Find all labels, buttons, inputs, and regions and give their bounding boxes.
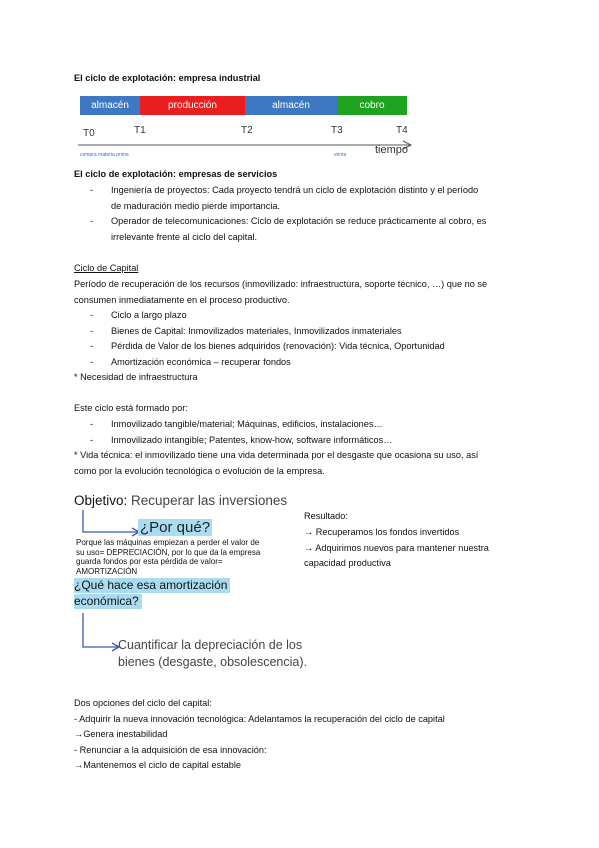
list-item: Amortización económica – recuperar fondos (111, 356, 291, 367)
porque-answer-line: Porque las máquinas empiezan a perder el valor de (76, 538, 260, 547)
list-item: Ingeniería de proyectos: Cada proyecto tendrá un ciclo de explotación distinto y el período (111, 185, 479, 195)
timeline-segment-almacen-2: almacén (245, 96, 337, 115)
section-heading-industrial: El ciclo de explotación: empresa industrial (74, 73, 261, 83)
tick-t3: T3 (331, 125, 343, 136)
note-infraestructura: * Necesidad de infraestructura (74, 372, 198, 382)
timeline-axis (78, 140, 418, 152)
timeline-segment-produccion: producción (140, 96, 245, 115)
que-question-cont: económica? (74, 594, 142, 609)
objetivo-label: Objetivo: (74, 493, 128, 508)
diagram-arrow-1 (80, 510, 145, 540)
tick-t2: T2 (241, 125, 253, 136)
axis-label-tiempo: tiempo (375, 144, 409, 156)
list-item: Operador de telecomunicaciones: Ciclo de explotación se reduce prácticamente al cobro, es (111, 216, 487, 226)
tick-t1: T1 (134, 125, 146, 136)
section-heading-servicios: El ciclo de explotación: empresas de servicios (74, 169, 278, 179)
capital-definition: Período de recuperación de los recursos (inmovilizado: infraestructura, soporte técnico, …) que no se (74, 279, 488, 289)
section-heading-capital: Ciclo de Capital (74, 263, 139, 273)
timeline-segment-cobro: cobro (337, 96, 407, 115)
resultado-2-cont: capacidad productiva (304, 558, 391, 568)
resultado-2: → Adquirimos nuevos para mantener nuestra (304, 542, 489, 553)
list-item: Inmovilizado tangible/material; Máquinas, edificios, instalaciones… (111, 419, 383, 429)
objetivo-text: Recuperar las inversiones (131, 493, 288, 508)
que-question-part: ¿Qué hace esa (74, 578, 160, 592)
porque-answer-line: guarda fondos por esta pérdida de valor= (76, 557, 223, 566)
note-vida-tecnica: * Vida técnica: el inmovilizado tiene una vida determinada por el desgaste que ocasiona su uso, así (74, 450, 479, 460)
dos-opciones-heading: Dos opciones del ciclo del capital: (74, 698, 212, 708)
porque-answer (76, 538, 260, 576)
timeline-segment-almacen-1: almacén (80, 96, 140, 115)
timeline-note-venta: venta (334, 152, 347, 158)
porque-answer-line: AMORTIZACIÓN (76, 566, 138, 576)
que-question (74, 578, 230, 593)
objetivo-line (74, 493, 287, 508)
opcion-1: - Adquirir la nueva innovación tecnológica: Adelantamos la recuperación del ciclo de capital (74, 713, 445, 724)
resultado-heading: Resultado: (304, 511, 348, 521)
timeline-note-compra: compra materia prima (80, 152, 129, 158)
note-vida-tecnica-cont: como por la evolución tecnológica o evolución de la empresa. (74, 465, 325, 476)
list-item: Ciclo a largo plazo (111, 310, 187, 320)
list-item-cont: irrelevante frente al ciclo del capital. (111, 231, 258, 242)
formado-intro: Este ciclo está formado por: (74, 403, 188, 413)
list-item-cont: de maduración medio pierde importancia. (111, 200, 281, 211)
tick-t0: T0 (83, 128, 95, 139)
services-list: - Ingeniería de proyectos: Cada proyecto tendrá un ciclo de explotación distinto y el período de maduración medio pierde importancia. - Operador de telecomunicaciones: Ciclo de explotación se reduce prácticamente al cobro, es irrelevante frente al ciclo del capital. (0, 183, 599, 245)
cuantificar-text: Cuantificar la depreciación de los (118, 638, 303, 652)
capital-definition-cont: consumen inmediatamente en el proceso productivo. (74, 294, 290, 305)
opcion-1-result: →Genera inestabilidad (74, 729, 168, 739)
list-item: Bienes de Capital: Inmovilizados materiales, Inmovilizados inmateriales (111, 325, 402, 336)
resultado-1: → Recuperamos los fondos invertidos (304, 527, 460, 537)
porque-answer-line: su uso= DEPRECIACIÓN, por lo que da la empresa (76, 547, 261, 557)
list-item: Pérdida de Valor de los bienes adquiridos (renovación): Vida técnica, Oportunidad (111, 341, 445, 351)
opcion-2: - Renunciar a la adquisición de esa innovación: (74, 744, 267, 755)
list-item: Inmovilizado intangible; Patentes, know-how, software informáticos… (111, 434, 393, 445)
que-question-keyword: amortización (159, 578, 228, 592)
cuantificar-text-cont: bienes (desgaste, obsolescencia). (118, 655, 308, 669)
formado-list: - Inmovilizado tangible/material; Máquinas, edificios, instalaciones… - Inmovilizado intangible; Patentes, know-how, software informáticos… (0, 417, 599, 448)
opcion-2-result: →Mantenemos el ciclo de capital estable (74, 760, 241, 770)
tick-t4: T4 (396, 125, 408, 136)
capital-list: - Ciclo a largo plazo - Bienes de Capital: Inmovilizados materiales, Inmovilizados inmateriales - Pérdida de Valor de los bienes adquiridos (renovación): Vida técnica, Oportunidad - Amortización económica – recuperar fondos (0, 308, 599, 370)
porque-question: ¿Por qué? (140, 519, 211, 536)
